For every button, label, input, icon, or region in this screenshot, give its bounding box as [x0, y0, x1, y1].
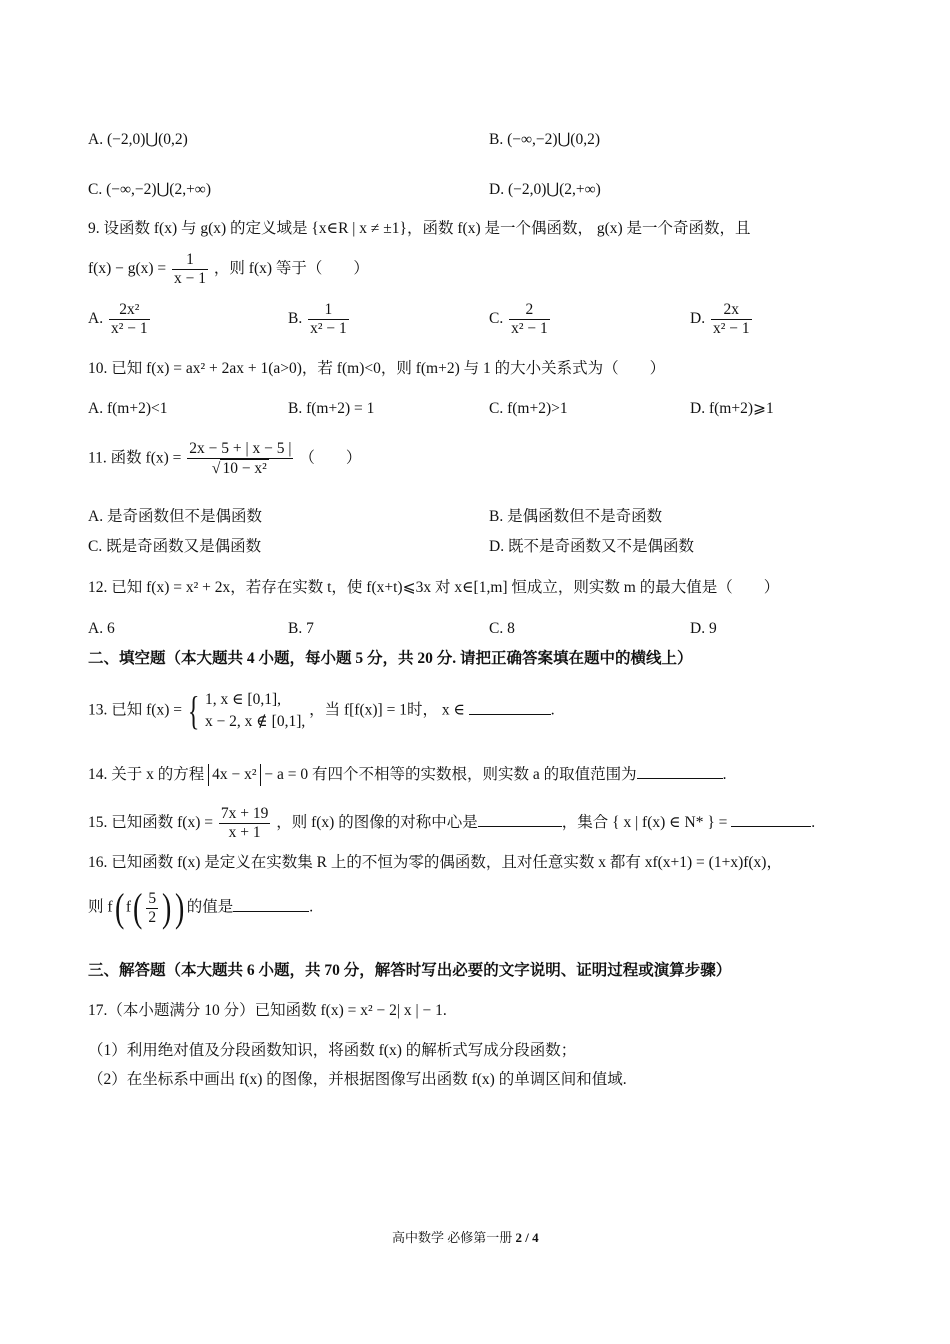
q12-option-a: A. 6	[88, 620, 115, 637]
q15-fraction-num: 7x + 19	[220, 805, 269, 822]
q11-option-d: D. 既不是奇函数又不是偶函数	[489, 538, 694, 555]
q9-option-a-label: A.	[88, 310, 104, 328]
q9-option-d-den: x² − 1	[712, 320, 750, 337]
q10-option-d: D. f(m+2)⩾1	[690, 400, 774, 417]
q11-fraction-den: √ 10 − x²	[211, 460, 267, 477]
q15-set: { x | f(x) ∈ N* }	[612, 814, 715, 832]
q11-suffix: （ ）	[299, 449, 362, 467]
q14-stem	[88, 762, 727, 786]
q8-option-b: B. (−∞,−2)⋃(0,2)	[489, 131, 600, 148]
q16-fraction-den: 2	[148, 908, 157, 926]
q10-option-b: B. f(m+2) = 1	[288, 400, 375, 417]
q16-paren-open-inner: (	[133, 885, 143, 930]
section3-heading: 三、解答题（本大题共 6 小题，共 70 分，解答时写出必要的文字说明、证明过程或演算步骤）	[88, 962, 732, 979]
q12-option-c: C. 8	[489, 620, 515, 637]
q11-fraction-num: 2x − 5 + | x − 5 |	[189, 440, 292, 457]
q9-option-c-den: x² − 1	[511, 320, 548, 337]
q9-option-b-den: x² − 1	[310, 320, 347, 337]
footer-page-number: 2 / 4	[515, 1230, 539, 1245]
footer-title: 高中数学 必修第一册	[392, 1230, 513, 1245]
q16-fraction	[146, 890, 158, 927]
q14-answer-blank[interactable]	[637, 778, 723, 779]
q8-option-a: A. (−2,0)⋃(0,2)	[88, 131, 188, 148]
q13-answer-blank[interactable]	[469, 714, 551, 715]
q15-end: .	[811, 814, 816, 832]
q15-prefix: 15. 已知函数 f(x) =	[88, 814, 213, 832]
q13-cases	[205, 689, 305, 733]
page-footer	[392, 1228, 539, 1248]
q11-option-a: A. 是奇函数但不是偶函数	[88, 508, 262, 525]
q16-answer-blank[interactable]	[233, 911, 309, 912]
q13-prefix: 13. 已知 f(x) =	[88, 701, 182, 719]
q12-option-b: B. 7	[288, 620, 314, 637]
q16-paren-open-outer: (	[114, 885, 124, 930]
q9-option-b-label: B.	[288, 310, 303, 328]
q16-inner-f: f	[125, 898, 132, 916]
q8-option-c: C. (−∞,−2)⋃(2,+∞)	[88, 181, 212, 198]
q9-option-a	[88, 301, 152, 338]
q9-option-d	[690, 301, 754, 338]
q11-option-c: C. 既是奇函数又是偶函数	[88, 538, 262, 555]
q13-brace: {	[187, 688, 200, 733]
q15-mid2: ，集合	[561, 814, 609, 832]
q12-option-d: D. 9	[690, 620, 717, 637]
q16-stem-line1: 16. 已知函数 f(x) 是定义在实数集 R 上的不恒为零的偶函数，且对任意实数 x 都有 xf(x+1) = (1+x)f(x)，	[88, 854, 782, 871]
q11-stem	[88, 440, 361, 478]
q8-option-d: D. (−2,0)⋃(2,+∞)	[489, 181, 601, 198]
q9-lhs: f(x) − g(x) =	[88, 260, 167, 278]
q14-prefix: 14. 关于 x 的方程	[88, 766, 205, 783]
q16-suffix: 的值是	[186, 898, 234, 916]
q13-case1: 1, x ∈ [0,1],	[204, 691, 281, 708]
q9-option-b-num: 1	[308, 301, 349, 320]
q9-fraction-den: x − 1	[174, 270, 207, 287]
q11-fraction	[187, 440, 293, 478]
q16-end: .	[309, 898, 314, 916]
q9-option-c	[489, 301, 552, 338]
q14-suffix: − a = 0 有四个不相等的实数根，则实数 a 的取值范围为	[264, 766, 637, 783]
q9-option-c-label: C.	[489, 310, 504, 328]
q9-option-a-den: x² − 1	[110, 320, 148, 337]
q17-stem: 17.（本小题满分 10 分）已知函数 f(x) = x² − 2| x | − 1.	[88, 1002, 447, 1019]
q16-prefix: 则 f	[88, 898, 113, 916]
q13-end: .	[550, 701, 555, 719]
q15-stem	[88, 805, 815, 842]
q12-stem: 12. 已知 f(x) = x² + 2x，若存在实数 t，使 f(x+t)⩽3x 对 x∈[1,m] 恒成立，则实数 m 的最大值是（ ）	[88, 579, 780, 596]
q14-end: .	[722, 766, 727, 783]
q16-fraction-num: 5	[148, 889, 157, 907]
q16-paren-close-inner: )	[162, 885, 172, 930]
q13-stem	[88, 689, 555, 733]
q17-part2: （2）在坐标系中画出 f(x) 的图像，并根据图像写出函数 f(x) 的单调区间和值域.	[88, 1071, 627, 1088]
q11-prefix: 11. 函数 f(x) =	[88, 449, 182, 467]
q16-paren-close-outer: )	[175, 885, 185, 930]
q9-tail: ，则 f(x) 等于（ ）	[213, 260, 369, 278]
q9-stem-line2	[88, 251, 369, 288]
q9-option-b	[288, 301, 351, 338]
q11-option-b: B. 是偶函数但不是奇函数	[489, 508, 663, 525]
q9-option-a-num: 2x²	[109, 301, 150, 320]
q15-fraction-den: x + 1	[228, 824, 261, 841]
q9-option-d-num: 2x	[711, 301, 752, 320]
q9-fraction-num: 1	[172, 251, 208, 270]
section2-heading: 二、填空题（本大题共 4 小题，每小题 5 分，共 20 分. 请把正确答案填在题中的横线上）	[88, 650, 693, 667]
q15-fraction	[219, 805, 271, 842]
q13-suffix: ，当 f[f(x)] = 1时， x ∈	[309, 701, 465, 719]
q13-case2: x − 2, x ∉ [0,1],	[204, 713, 306, 730]
q15-eq: =	[718, 814, 728, 832]
q16-stem-line2	[88, 885, 314, 930]
q14-abs: 4x − x²	[208, 764, 260, 786]
q10-option-a: A. f(m+2)<1	[88, 400, 168, 417]
q9-fraction	[172, 251, 208, 288]
q15-mid: ，则 f(x) 的图像的对称中心是	[276, 814, 478, 832]
q15-answer-blank-2[interactable]	[731, 826, 811, 827]
q10-option-c: C. f(m+2)>1	[489, 400, 568, 417]
q11-sqrt-radicand: 10 − x²	[222, 460, 267, 477]
q9-option-c-num: 2	[509, 301, 550, 320]
q17-part1: （1）利用绝对值及分段函数知识，将函数 f(x) 的解析式写成分段函数；	[88, 1042, 577, 1059]
q9-stem-line1: 9. 设函数 f(x) 与 g(x) 的定义域是 {x∈R | x ≠ ±1}，函数 f(x) 是一个偶函数， g(x) 是一个奇函数，且	[88, 220, 751, 237]
q10-stem: 10. 已知 f(x) = ax² + 2ax + 1(a>0)，若 f(m)<0，则 f(m+2) 与 1 的大小关系式为（ ）	[88, 360, 666, 377]
q15-answer-blank-1[interactable]	[478, 826, 562, 827]
q9-option-d-label: D.	[690, 310, 706, 328]
